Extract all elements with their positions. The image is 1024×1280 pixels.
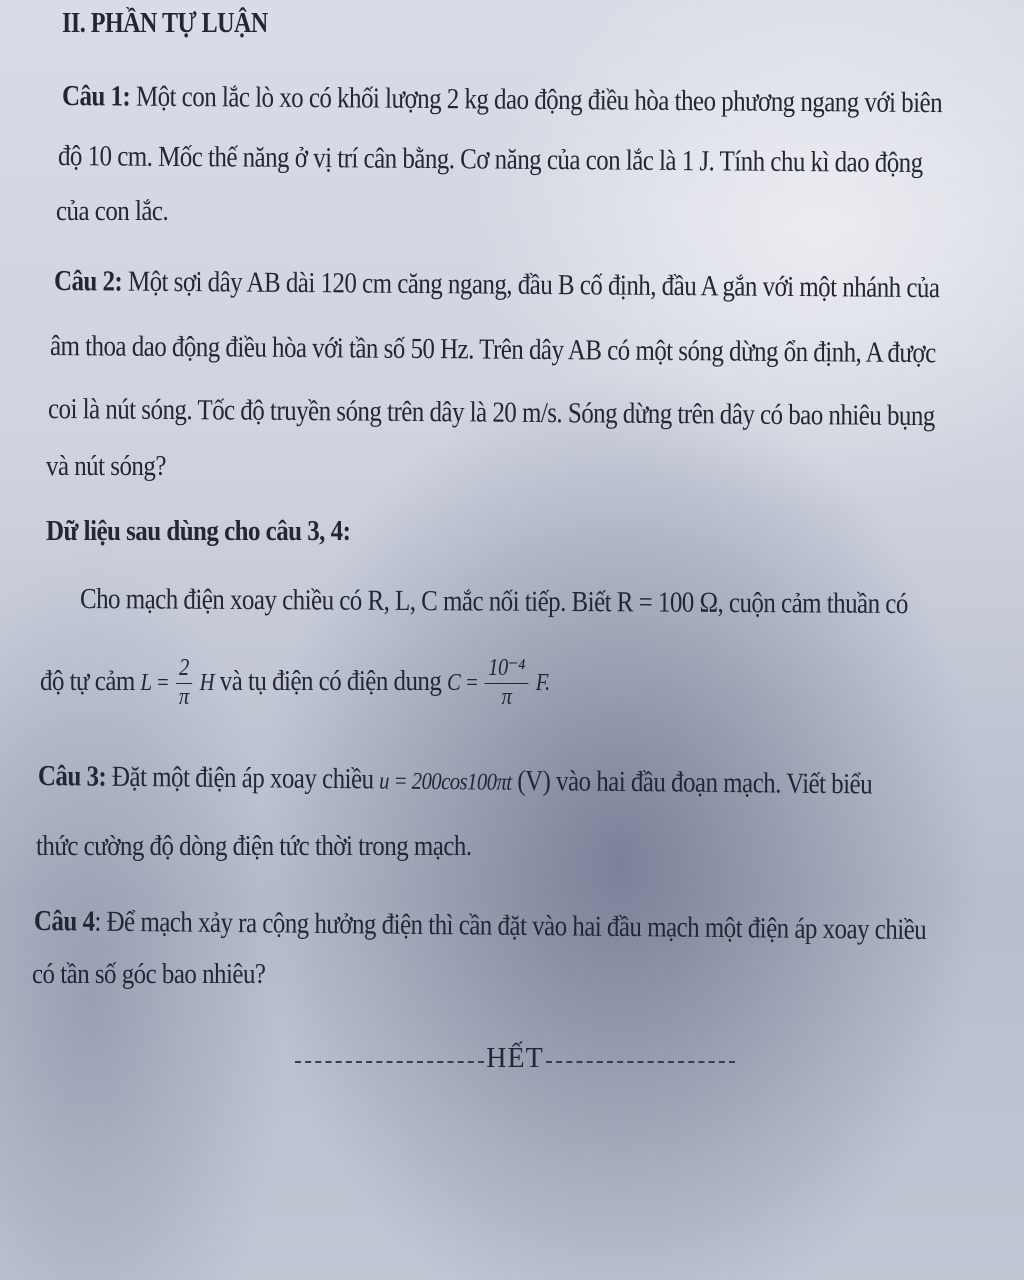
capacitance-unit: F. xyxy=(535,669,550,696)
shared-data-line-2-text-1: độ tự cảm xyxy=(40,664,141,697)
question-3-text-2: (V) vào hai đầu đoạn mạch. Viết biểu xyxy=(511,764,873,801)
question-4-line-1 xyxy=(34,905,926,947)
question-3-line-2: thức cường độ dòng điện tức thời trong mạch. xyxy=(36,830,472,862)
shared-data-line-2 xyxy=(40,655,550,711)
inductance-denominator: π xyxy=(178,683,189,710)
question-1-line-3: của con lắc. xyxy=(56,195,169,227)
inductance-fraction xyxy=(175,655,192,711)
question-2-text-1: Một sợi dây AB dài 120 cm căng ngang, đầu B cố định, đầu A gắn với một nhánh của xyxy=(122,265,940,305)
question-4-text-1: : Để mạch xảy ra cộng hưởng điện thì cần đặt vào hai đầu mạch một điện áp xoay chiều xyxy=(94,905,927,947)
question-4-line-2: có tần số góc bao nhiêu? xyxy=(32,958,266,990)
question-2-line-4: và nút sóng? xyxy=(46,450,166,482)
question-2-line-2: âm thoa dao động điều hòa với tần số 50 Hz. Trên dây AB có một sóng dừng ổn định, A được xyxy=(49,330,936,370)
question-3-label: Câu 3: xyxy=(37,760,107,793)
end-dash-right xyxy=(546,1061,735,1063)
shared-data-line-1: Cho mạch điện xoay chiều có R, L, C mắc nối tiếp. Biết R = 100 Ω, cuộn cảm thuần có xyxy=(79,583,908,621)
capacitance-fraction xyxy=(485,655,529,711)
question-1-line-2: độ 10 cm. Mốc thế năng ở vị trí cân bằng. Cơ năng của con lắc là 1 J. Tính chu kì dao động xyxy=(57,140,923,180)
end-dash-left xyxy=(295,1061,484,1063)
end-text: HẾT xyxy=(486,1043,544,1074)
question-1-label: Câu 1: xyxy=(61,80,131,113)
capacitance-numerator: 10⁻⁴ xyxy=(485,655,529,684)
shared-data-line-2-text-2: và tụ điện có điện dung xyxy=(219,664,448,697)
question-4-label: Câu 4 xyxy=(33,905,95,938)
end-marker xyxy=(295,1045,735,1073)
question-2-line-3: coi là nút sóng. Tốc độ truyền sóng trên dây là 20 m/s. Sóng dừng trên dây có bao nhiêu bụng xyxy=(47,393,935,433)
voltage-formula: u = 200cos100πt xyxy=(379,768,512,796)
inductance-lhs: L = xyxy=(140,669,174,696)
inductance-numerator: 2 xyxy=(175,655,192,684)
inductance-unit: H xyxy=(199,669,215,696)
question-1-line-1 xyxy=(62,80,942,120)
section-title: II. PHẦN TỰ LUẬN xyxy=(62,8,268,39)
question-3-line-1 xyxy=(38,760,872,801)
shared-data-heading: Dữ liệu sau dùng cho câu 3, 4: xyxy=(46,515,351,547)
question-1-text-1: Một con lắc lò xo có khối lượng 2 kg dao động điều hòa theo phương ngang với biên xyxy=(130,80,943,120)
question-2-line-1 xyxy=(54,265,940,305)
question-2-label: Câu 2: xyxy=(53,265,123,298)
capacitance-denominator: π xyxy=(501,683,512,710)
question-3-text-1: Đặt một điện áp xoay chiều xyxy=(106,760,380,796)
capacitance-lhs: C = xyxy=(447,669,483,696)
